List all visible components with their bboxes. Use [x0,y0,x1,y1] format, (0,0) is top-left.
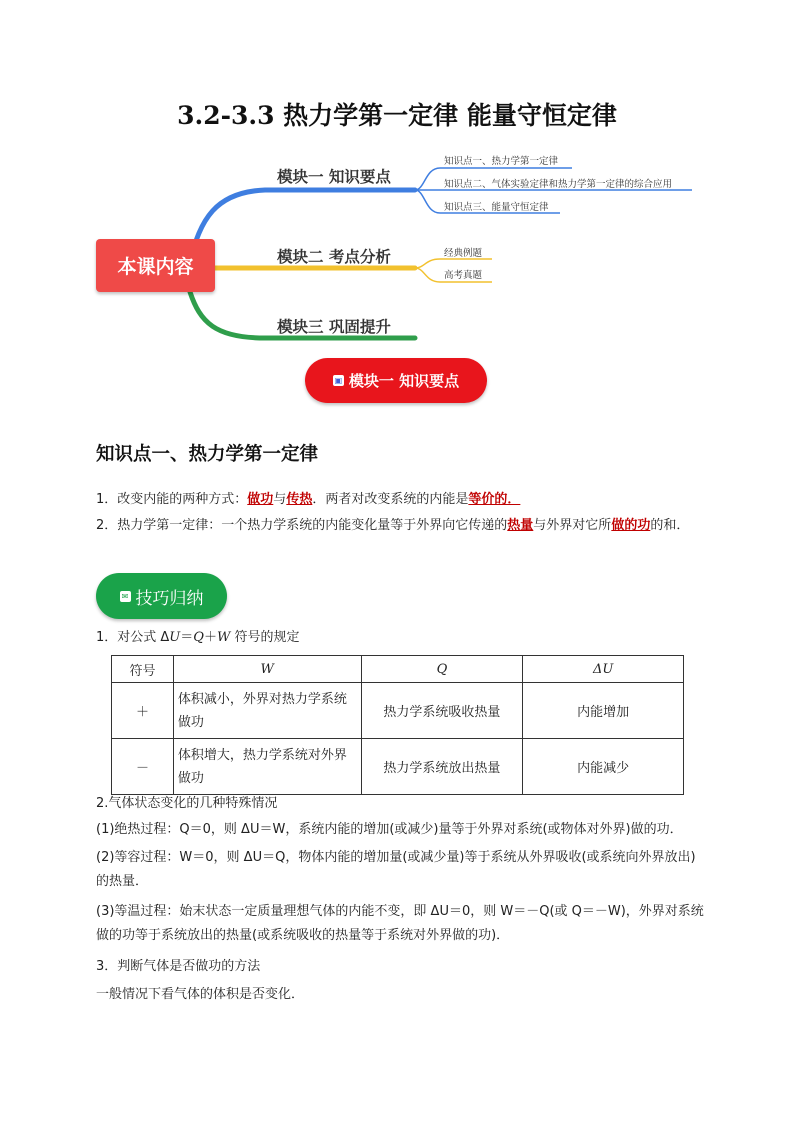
module-two-label: 模块二 考点分析 [277,248,391,266]
module-one-badge [305,358,487,403]
point-two-text: 2．热力学第一定律：一个热力学系统的内能变化量等于外界向它传递的 [96,518,508,533]
work-judge-heading: 3．判断气体是否做功的方法 [96,959,261,974]
symbol-q: Q [193,630,204,645]
table-header-w: W [173,656,361,683]
table-cell-w: 体积减小，外界对热力学系统做功 [173,683,361,739]
table-cell-u: 内能减少 [523,739,684,795]
point-one-text: 1．改变内能的两种方式： [96,492,248,507]
symbol-plus: ＋ [203,630,217,645]
sign-rule-table [111,655,684,795]
module-one-badge-label: 模块一 知识要点 [348,372,460,390]
table-row [112,683,684,739]
table-cell-q: 热力学系统放出热量 [361,739,523,795]
point-two-text-3: 的和． [650,518,690,533]
table-cell-u: 内能增加 [523,683,684,739]
symbol-u: U [169,630,181,645]
leaf-knowledge-1: 知识点一、热力学第一定律 [444,156,559,167]
special-case-adiabatic: (1)绝热过程：Q＝0，则 ΔU＝W，系统内能的增加(或减少)量等于外界对系统(或物体对外界)做的功． [96,822,683,837]
special-case-isochoric: (2)等容过程：W＝0，则 ΔU＝Q，物体内能的增加量(或减少量)等于系统从外界吸收(或系统向外界放出)的热量． [96,850,696,889]
page-title: 3.2-3.3 热力学第一定律 能量守恒定律 [177,101,617,130]
symbol-eq: ＝ [180,630,194,645]
mindmap-root: 本课内容 [96,239,215,292]
tips-icon: ✉ [120,591,131,602]
sign-rule-heading-post: 符号的规定 [230,630,300,645]
table-row [112,739,684,795]
sign-rule-heading [96,626,706,650]
highlight-equivalent: 等价的． [468,492,521,507]
tips-badge-label: 技巧归纳 [135,588,204,609]
leaf-knowledge-3: 知识点三、能量守恒定律 [444,202,549,213]
module-icon: ▣ [334,376,343,385]
table-cell-q: 热力学系统吸收热量 [361,683,523,739]
leaf-knowledge-2: 知识点二、气体实验定律和热力学第一定律的综合应用 [444,179,673,190]
work-judge-text: 一般情况下看气体的体积是否变化． [96,987,305,1002]
special-cases-heading: 2.气体状态变化的几种特殊情况 [96,796,278,811]
section-heading: 知识点一、热力学第一定律 [96,444,319,465]
point-two [96,514,706,538]
table-header-q: Q [361,656,523,683]
module-three-label: 模块三 巩固提升 [277,318,391,336]
module-one-label: 模块一 知识要点 [277,168,391,186]
highlight-heat-transfer: 传热 [286,492,313,507]
table-header-row [112,656,684,683]
table-header-sign: 符号 [112,656,174,683]
sign-rule-heading-pre: 1．对公式 Δ [96,630,170,645]
highlight-heat: 热量 [507,518,534,533]
table-header-du: ΔU [523,656,684,683]
point-one [96,488,706,512]
mindmap-connectors [0,0,794,420]
point-two-text-2: 与外界对它所 [533,518,612,533]
point-one-and: 与 [273,492,287,507]
highlight-work-done: 做的功 [611,518,651,533]
highlight-work: 做功 [247,492,274,507]
tips-badge [96,573,227,619]
table-cell-sign: － [112,739,174,795]
symbol-w: W [216,630,231,645]
special-case-isothermal: (3)等温过程：始末状态一定质量理想气体的内能不变，即 ΔU＝0，则 W＝－Q(或 Q＝－W)，外界对系统做的功等于系统放出的热量(或系统吸收的热量等于系统对外界做的功)． [96,904,704,943]
point-one-text-2: ．两者对改变系统的内能是 [312,492,469,507]
leaf-exam-questions: 高考真题 [444,270,483,281]
leaf-classic-examples: 经典例题 [444,248,483,259]
table-cell-w: 体积增大，热力学系统对外界做功 [173,739,361,795]
table-cell-sign: ＋ [112,683,174,739]
